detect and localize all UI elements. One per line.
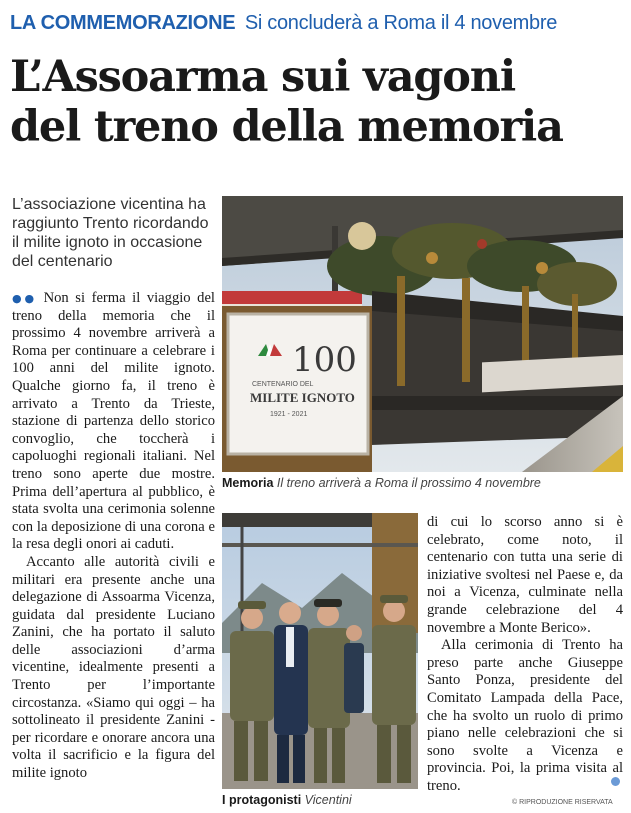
photo-caption xyxy=(222,793,352,808)
kicker xyxy=(10,10,625,36)
sign-number: 100 xyxy=(292,340,357,380)
paragraph: Accanto alle autorità civili e militari era presente anche una delegazione di Assoarma Vicenza, guidata dal presidente Luciano Zanini, che ha portato il saluto delle associazioni d’arma vicentine, idealmente presenti a Trento per l’importante circostanza. «Siamo qui oggi – ha sottolineato il presidente Zanini - per ricordare e onorare ancora una volta il sacrificio e la figura del milite ignoto xyxy=(12,553,215,782)
sign-years: 1921 - 2021 xyxy=(270,411,308,418)
paragraph xyxy=(12,290,215,554)
kicker-label: LA COMMEMORAZIONE xyxy=(10,12,236,34)
article-column-1 xyxy=(12,290,215,783)
photo-memory-train xyxy=(222,196,623,472)
copyright-notice: © RIPRODUZIONE RISERVATA xyxy=(512,799,613,806)
photo-protagonists xyxy=(222,513,418,789)
headline xyxy=(10,52,625,152)
summary: L’associazione vicentina ha raggiunto Trento ricordando il milite ignoto in occasione del centenario xyxy=(12,196,209,270)
end-of-article-dot-icon xyxy=(611,777,620,786)
lead-bullet-icon: ●● xyxy=(12,292,38,305)
caption-label: Memoria xyxy=(222,476,274,490)
caption-text: Vicentini xyxy=(304,793,352,807)
sign-line-1: CENTENARIO DEL xyxy=(252,381,314,388)
paragraph-text: Non si ferma il viaggio del treno della memoria che il prossimo 4 novembre arriverà a Roma per continuare a celebrare i 100 anni del milite ignoto. Qualche giorno fa, il treno è arrivato a Trento da Trieste, stazione di partenza dello storico convoglio, che toccherà i capoluoghi regionali italiani. Nel treno sono aperte due mostre. Prima dell’apertura al pubblico, è stata svolta una cerimonia solenne con la deposizione di una corona e la resa degli onori ai caduti. xyxy=(12,290,215,553)
photo-caption xyxy=(222,476,541,491)
kicker-subtitle: Si concluderà a Roma il 4 novembre xyxy=(244,12,558,34)
article-column-2 xyxy=(427,514,623,796)
headline-line-2: del treno della memoria xyxy=(10,102,563,152)
headline-line-1: L’Assoarma sui vagoni xyxy=(10,52,515,102)
sign-line-2: MILITE IGNOTO xyxy=(250,390,355,405)
paragraph: di cui lo scorso anno si è celebrato, come noto, il centenario con tutta una serie di iniziative svoltesi nel Paese e, da noi a Vicenza, culminate nella grande celebrazione del 4 novembre a Monte Berico». xyxy=(427,514,623,636)
paragraph: Alla cerimonia di Trento ha preso parte anche Giuseppe Santo Ponza, presidente del Comitato Lampada della Pace, che ha svolto un ruolo di primo piano nelle celebrazioni che si sono svolte a Vicenza e provincia. Poi, la prima visita al treno. xyxy=(427,637,623,794)
caption-label: I protagonisti xyxy=(222,793,302,807)
caption-text: Il treno arriverà a Roma il prossimo 4 novembre xyxy=(276,476,541,490)
